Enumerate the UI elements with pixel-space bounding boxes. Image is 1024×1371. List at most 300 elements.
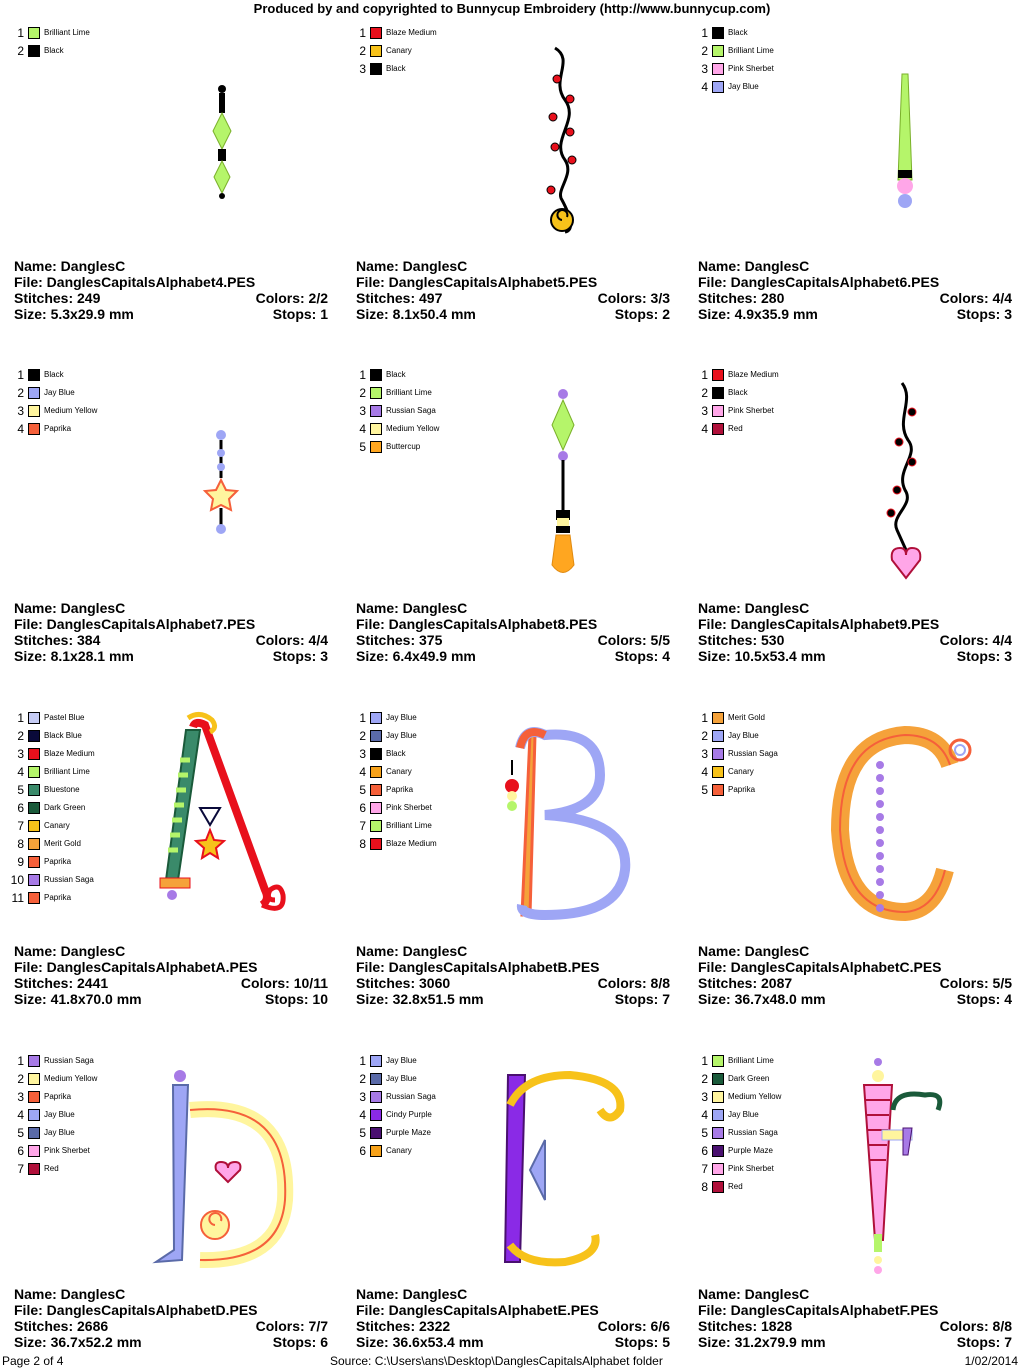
- color-swatch: [370, 441, 382, 453]
- design-name: Name: DanglesC: [698, 1286, 810, 1302]
- thread-name: Brilliant Lime: [728, 1056, 774, 1065]
- thread-name: Brilliant Lime: [44, 28, 90, 37]
- legend-number: 2: [17, 44, 24, 58]
- color-swatch: [370, 1073, 382, 1085]
- color-swatch: [28, 1145, 40, 1157]
- design-stitches: Stitches: 530: [698, 632, 785, 648]
- legend-number: 3: [701, 747, 708, 761]
- color-swatch: [712, 1055, 724, 1067]
- color-swatch: [28, 1163, 40, 1175]
- color-swatch: [712, 766, 724, 778]
- design-info: [356, 600, 670, 664]
- color-swatch: [712, 1181, 724, 1193]
- thread-name: Canary: [386, 767, 412, 776]
- design-colors: Colors: 2/2: [255, 290, 328, 306]
- design-stitches: Stitches: 384: [14, 632, 101, 648]
- design-name-line: [356, 943, 670, 959]
- legend-number: 4: [17, 765, 24, 779]
- design-card: [698, 0, 1024, 343]
- design-file: File: DanglesCapitalsAlphabetC.PES: [698, 959, 942, 975]
- design-name-line: [698, 258, 1012, 274]
- legend-number: 1: [701, 711, 708, 725]
- legend-number: 5: [359, 783, 366, 797]
- legend-number: 1: [17, 26, 24, 40]
- legend-number: 1: [701, 1054, 708, 1068]
- color-swatch: [712, 1073, 724, 1085]
- thread-name: Pink Sherbet: [728, 64, 774, 73]
- design-name-line: [698, 600, 1012, 616]
- thread-name: Jay Blue: [386, 1056, 417, 1065]
- design-size: Size: 4.9x35.9 mm: [698, 306, 818, 322]
- design-size: Size: 31.2x79.9 mm: [698, 1334, 826, 1350]
- thread-name: Merit Gold: [728, 713, 765, 722]
- thread-name: Russian Saga: [44, 875, 94, 884]
- legend-number: 2: [17, 1072, 24, 1086]
- color-swatch: [370, 730, 382, 742]
- legend-number: 1: [17, 711, 24, 725]
- legend-number: 3: [17, 1090, 24, 1104]
- design-stitches: Stitches: 3060: [356, 975, 451, 991]
- thread-name: Red: [728, 424, 743, 433]
- design-colors: Colors: 6/6: [597, 1318, 670, 1334]
- legend-number: 3: [17, 747, 24, 761]
- design-file-line: [14, 616, 328, 632]
- legend-number: 2: [701, 729, 708, 743]
- color-swatch: [370, 1109, 382, 1121]
- design-size-line: [14, 306, 328, 322]
- legend-number: 2: [359, 386, 366, 400]
- legend-number: 5: [17, 783, 24, 797]
- thread-name: Pink Sherbet: [44, 1146, 90, 1155]
- legend-number: 1: [701, 26, 708, 40]
- color-swatch: [712, 730, 724, 742]
- color-swatch: [28, 1091, 40, 1103]
- color-swatch: [370, 766, 382, 778]
- thread-name: Pink Sherbet: [728, 406, 774, 415]
- color-swatch: [370, 1055, 382, 1067]
- legend-number: 1: [17, 368, 24, 382]
- color-swatch: [28, 405, 40, 417]
- design-info: [14, 1286, 328, 1350]
- design-name: Name: DanglesC: [14, 600, 126, 616]
- thread-name: Medium Yellow: [44, 406, 98, 415]
- thread-name: Russian Saga: [386, 1092, 436, 1101]
- thread-name: Russian Saga: [44, 1056, 94, 1065]
- color-swatch: [28, 423, 40, 435]
- legend-number: 4: [701, 765, 708, 779]
- thread-name: Medium Yellow: [44, 1074, 98, 1083]
- design-stitches-line: [698, 975, 1012, 991]
- design-info: [698, 1286, 1012, 1350]
- design-file-line: [356, 1302, 670, 1318]
- design-card: [356, 1028, 688, 1371]
- design-stops: Stops: 2: [614, 306, 670, 322]
- thread-name: Brilliant Lime: [728, 46, 774, 55]
- legend-number: 7: [17, 819, 24, 833]
- color-swatch: [712, 1163, 724, 1175]
- thread-name: Blaze Medium: [728, 370, 779, 379]
- color-swatch: [28, 369, 40, 381]
- legend-number: 4: [701, 422, 708, 436]
- design-info: [356, 943, 670, 1007]
- thread-name: Medium Yellow: [386, 424, 440, 433]
- design-info: [356, 1286, 670, 1350]
- page-number: Page 2 of 4: [2, 1354, 64, 1368]
- design-stitches: Stitches: 2686: [14, 1318, 109, 1334]
- thread-name: Paprika: [386, 785, 414, 794]
- legend-number: 8: [701, 1180, 708, 1194]
- design-name-line: [356, 1286, 670, 1302]
- legend-number: 2: [701, 386, 708, 400]
- design-name: Name: DanglesC: [698, 943, 810, 959]
- color-swatch: [712, 387, 724, 399]
- design-size-line: [698, 1334, 1012, 1350]
- color-swatch: [712, 405, 724, 417]
- thread-name: Black: [386, 749, 406, 758]
- legend-number: 8: [359, 837, 366, 851]
- design-file: File: DanglesCapitalsAlphabet9.PES: [698, 616, 940, 632]
- design-size: Size: 8.1x50.4 mm: [356, 306, 476, 322]
- design-card: [698, 1028, 1024, 1371]
- design-file-line: [14, 1302, 328, 1318]
- color-swatch: [712, 27, 724, 39]
- legend-number: 6: [17, 1144, 24, 1158]
- design-info: [698, 600, 1012, 664]
- thread-name: Blaze Medium: [44, 749, 95, 758]
- legend-number: 2: [359, 1072, 366, 1086]
- color-swatch: [712, 1109, 724, 1121]
- legend-number: 4: [701, 1108, 708, 1122]
- design-stops: Stops: 7: [614, 991, 670, 1007]
- design-stops: Stops: 1: [272, 306, 328, 322]
- thread-name: Paprika: [728, 785, 756, 794]
- design-colors: Colors: 8/8: [597, 975, 670, 991]
- color-swatch: [370, 1145, 382, 1157]
- design-stitches-line: [14, 290, 328, 306]
- thread-name: Bluestone: [44, 785, 80, 794]
- design-info: [698, 943, 1012, 1007]
- legend-number: 3: [701, 1090, 708, 1104]
- color-swatch: [370, 1091, 382, 1103]
- design-stitches-line: [698, 290, 1012, 306]
- thread-name: Purple Maze: [386, 1128, 431, 1137]
- thread-name: Canary: [44, 821, 70, 830]
- source-path: Source: C:\Users\ans\Desktop\DanglesCapitalsAlphabet folder: [330, 1354, 663, 1368]
- color-swatch: [28, 820, 40, 832]
- color-swatch: [28, 892, 40, 904]
- legend-number: 5: [359, 440, 366, 454]
- design-size: Size: 36.7x48.0 mm: [698, 991, 826, 1007]
- legend-number: 1: [701, 368, 708, 382]
- legend-number: 7: [17, 1162, 24, 1176]
- design-size: Size: 10.5x53.4 mm: [698, 648, 826, 664]
- color-swatch: [28, 1109, 40, 1121]
- thread-name: Russian Saga: [386, 406, 436, 415]
- thread-name: Canary: [386, 1146, 412, 1155]
- design-file: File: DanglesCapitalsAlphabetB.PES: [356, 959, 600, 975]
- page-header: Produced by and copyrighted to Bunnycup Embroidery (http://www.bunnycup.com): [253, 1, 771, 16]
- thread-name: Jay Blue: [386, 1074, 417, 1083]
- design-stops: Stops: 3: [272, 648, 328, 664]
- thread-name: Canary: [728, 767, 754, 776]
- design-stitches-line: [698, 1318, 1012, 1334]
- design-name-line: [14, 258, 328, 274]
- legend-number: 6: [359, 801, 366, 815]
- color-swatch: [370, 369, 382, 381]
- legend-number: 3: [701, 62, 708, 76]
- thread-name: Dark Green: [44, 803, 86, 812]
- legend-number: 4: [17, 1108, 24, 1122]
- design-stitches-line: [14, 975, 328, 991]
- design-stitches-line: [356, 290, 670, 306]
- design-stops: Stops: 5: [614, 1334, 670, 1350]
- design-name: Name: DanglesC: [698, 600, 810, 616]
- design-size-line: [14, 648, 328, 664]
- design-stitches: Stitches: 249: [14, 290, 101, 306]
- legend-number: 11: [11, 891, 24, 905]
- design-stitches: Stitches: 497: [356, 290, 443, 306]
- design-size: Size: 6.4x49.9 mm: [356, 648, 476, 664]
- legend-number: 7: [701, 1162, 708, 1176]
- color-swatch: [712, 712, 724, 724]
- color-swatch: [370, 784, 382, 796]
- design-colors: Colors: 5/5: [597, 632, 670, 648]
- design-stitches-line: [14, 632, 328, 648]
- design-file: File: DanglesCapitalsAlphabet5.PES: [356, 274, 598, 290]
- design-stitches-line: [356, 1318, 670, 1334]
- design-colors: Colors: 4/4: [255, 632, 328, 648]
- legend-number: 2: [701, 1072, 708, 1086]
- design-name-line: [356, 258, 670, 274]
- legend-number: 3: [359, 1090, 366, 1104]
- thread-name: Black: [386, 370, 406, 379]
- legend-number: 8: [17, 837, 24, 851]
- color-swatch: [712, 369, 724, 381]
- color-swatch: [28, 1055, 40, 1067]
- design-file: File: DanglesCapitalsAlphabet6.PES: [698, 274, 940, 290]
- design-info: [356, 258, 670, 322]
- design-stitches-line: [698, 632, 1012, 648]
- color-swatch: [370, 63, 382, 75]
- legend-number: 10: [10, 873, 24, 887]
- design-size: Size: 36.6x53.4 mm: [356, 1334, 484, 1350]
- design-card: [14, 342, 346, 685]
- legend-number: 3: [359, 747, 366, 761]
- thread-name: Pastel Blue: [44, 713, 85, 722]
- design-card: [10, 685, 346, 1028]
- legend-number: 4: [359, 1108, 366, 1122]
- color-swatch: [28, 730, 40, 742]
- design-size: Size: 36.7x52.2 mm: [14, 1334, 142, 1350]
- color-swatch: [28, 802, 40, 814]
- color-swatch: [28, 45, 40, 57]
- design-file: File: DanglesCapitalsAlphabet4.PES: [14, 274, 256, 290]
- design-name-line: [356, 600, 670, 616]
- color-swatch: [28, 766, 40, 778]
- design-colors: Colors: 3/3: [597, 290, 670, 306]
- design-file-line: [14, 274, 328, 290]
- design-info: [14, 600, 328, 664]
- thread-name: Brilliant Lime: [386, 388, 432, 397]
- design-name-line: [698, 943, 1012, 959]
- thread-name: Black Blue: [44, 731, 82, 740]
- design-colors: Colors: 10/11: [240, 975, 328, 991]
- design-name: Name: DanglesC: [14, 1286, 126, 1302]
- design-info: [14, 943, 328, 1007]
- design-info: [14, 258, 328, 322]
- thread-name: Merit Gold: [44, 839, 81, 848]
- design-stops: Stops: 6: [272, 1334, 328, 1350]
- legend-number: 2: [17, 729, 24, 743]
- legend-number: 5: [359, 1126, 366, 1140]
- legend-number: 2: [359, 44, 366, 58]
- thread-name: Russian Saga: [728, 749, 778, 758]
- design-size-line: [698, 648, 1012, 664]
- color-swatch: [28, 27, 40, 39]
- color-swatch: [28, 748, 40, 760]
- design-size-line: [14, 1334, 328, 1350]
- legend-number: 2: [17, 386, 24, 400]
- thread-name: Black: [44, 46, 64, 55]
- design-stitches-line: [356, 975, 670, 991]
- design-name: Name: DanglesC: [356, 258, 468, 274]
- color-swatch: [370, 838, 382, 850]
- color-swatch: [370, 820, 382, 832]
- thread-name: Paprika: [44, 1092, 72, 1101]
- thread-name: Blaze Medium: [386, 28, 437, 37]
- thread-name: Jay Blue: [728, 1110, 759, 1119]
- thread-name: Jay Blue: [728, 82, 759, 91]
- thread-name: Russian Saga: [728, 1128, 778, 1137]
- design-stops: Stops: 10: [264, 991, 328, 1007]
- color-swatch: [28, 712, 40, 724]
- design-stitches-line: [14, 1318, 328, 1334]
- design-card: [356, 0, 688, 343]
- design-stitches: Stitches: 2322: [356, 1318, 451, 1334]
- legend-number: 7: [359, 819, 366, 833]
- design-file: File: DanglesCapitalsAlphabetF.PES: [698, 1302, 939, 1318]
- design-stitches-line: [356, 632, 670, 648]
- design-size-line: [356, 648, 670, 664]
- legend-number: 1: [359, 1054, 366, 1068]
- design-size: Size: 5.3x29.9 mm: [14, 306, 134, 322]
- color-swatch: [712, 81, 724, 93]
- design-info: [698, 258, 1012, 322]
- design-file: File: DanglesCapitalsAlphabetE.PES: [356, 1302, 599, 1318]
- thread-name: Jay Blue: [44, 388, 75, 397]
- design-file: File: DanglesCapitalsAlphabetD.PES: [14, 1302, 258, 1318]
- design-size: Size: 8.1x28.1 mm: [14, 648, 134, 664]
- color-swatch: [28, 1073, 40, 1085]
- thread-name: Canary: [386, 46, 412, 55]
- print-date: 1/02/2014: [964, 1354, 1018, 1368]
- design-stops: Stops: 3: [956, 306, 1012, 322]
- thread-name: Red: [44, 1164, 59, 1173]
- thread-name: Medium Yellow: [728, 1092, 782, 1101]
- design-name: Name: DanglesC: [698, 258, 810, 274]
- color-swatch: [712, 784, 724, 796]
- legend-number: 5: [17, 1126, 24, 1140]
- design-card: [14, 0, 346, 343]
- design-colors: Colors: 4/4: [939, 632, 1012, 648]
- design-file-line: [698, 274, 1012, 290]
- design-size-line: [356, 991, 670, 1007]
- thread-name: Black: [386, 64, 406, 73]
- design-size-line: [698, 306, 1012, 322]
- thread-name: Pink Sherbet: [386, 803, 432, 812]
- color-swatch: [370, 45, 382, 57]
- design-stitches: Stitches: 280: [698, 290, 785, 306]
- design-stops: Stops: 4: [956, 991, 1012, 1007]
- legend-number: 6: [17, 801, 24, 815]
- legend-number: 5: [701, 1126, 708, 1140]
- color-swatch: [28, 784, 40, 796]
- design-card: [356, 342, 688, 685]
- legend-number: 3: [17, 404, 24, 418]
- design-stops: Stops: 4: [614, 648, 670, 664]
- design-size-line: [14, 991, 328, 1007]
- design-card: [14, 1028, 346, 1371]
- color-swatch: [370, 405, 382, 417]
- legend-number: 1: [359, 368, 366, 382]
- thread-name: Jay Blue: [386, 731, 417, 740]
- thread-name: Brilliant Lime: [386, 821, 432, 830]
- legend-number: 1: [359, 711, 366, 725]
- design-card: [698, 342, 1024, 685]
- color-swatch: [370, 748, 382, 760]
- color-swatch: [712, 45, 724, 57]
- design-file: File: DanglesCapitalsAlphabet7.PES: [14, 616, 256, 632]
- legend-number: 9: [17, 855, 24, 869]
- legend-number: 6: [359, 1144, 366, 1158]
- thread-name: Cindy Purple: [386, 1110, 432, 1119]
- design-colors: Colors: 7/7: [255, 1318, 328, 1334]
- legend-number: 4: [359, 765, 366, 779]
- legend-number: 1: [359, 26, 366, 40]
- thread-name: Jay Blue: [728, 731, 759, 740]
- color-swatch: [370, 1127, 382, 1139]
- design-file-line: [356, 959, 670, 975]
- thread-name: Buttercup: [386, 442, 421, 451]
- color-swatch: [370, 387, 382, 399]
- design-file-line: [698, 616, 1012, 632]
- design-name: Name: DanglesC: [356, 600, 468, 616]
- thread-name: Paprika: [44, 893, 72, 902]
- thread-name: Black: [44, 370, 64, 379]
- design-name: Name: DanglesC: [356, 1286, 468, 1302]
- thread-name: Red: [728, 1182, 743, 1191]
- legend-number: 3: [359, 404, 366, 418]
- legend-number: 4: [359, 422, 366, 436]
- color-swatch: [370, 27, 382, 39]
- design-card: [698, 685, 1024, 1028]
- design-file-line: [356, 274, 670, 290]
- color-swatch: [370, 802, 382, 814]
- thread-name: Jay Blue: [386, 713, 417, 722]
- design-size-line: [356, 306, 670, 322]
- thread-name: Jay Blue: [44, 1110, 75, 1119]
- design-name: Name: DanglesC: [14, 258, 126, 274]
- design-file-line: [14, 959, 328, 975]
- design-size: Size: 41.8x70.0 mm: [14, 991, 142, 1007]
- color-swatch: [712, 423, 724, 435]
- design-card: [356, 685, 688, 1028]
- design-stitches: Stitches: 375: [356, 632, 443, 648]
- color-swatch: [370, 712, 382, 724]
- color-swatch: [712, 748, 724, 760]
- design-file-line: [698, 959, 1012, 975]
- color-swatch: [28, 856, 40, 868]
